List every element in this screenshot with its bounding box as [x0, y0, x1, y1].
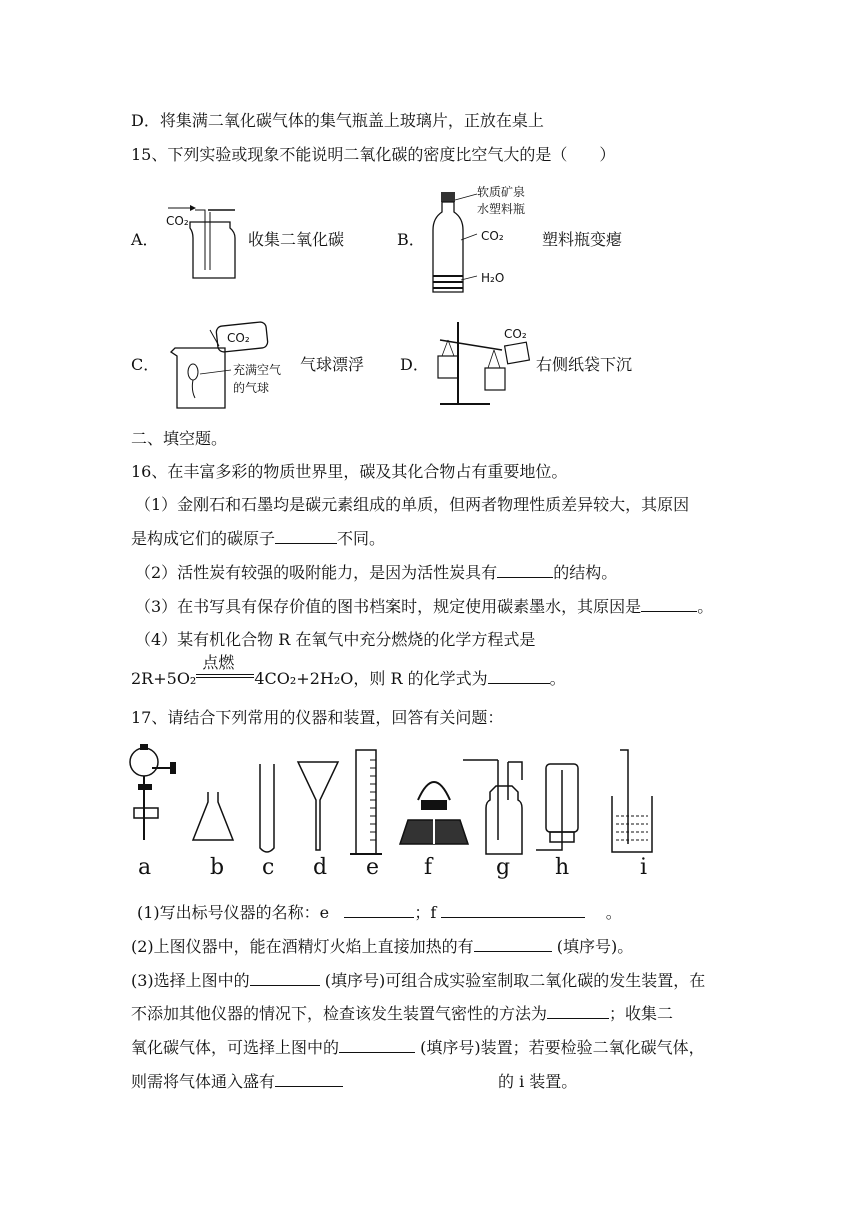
q16-part1-line2	[131, 527, 385, 550]
separatory-funnel-icon	[130, 744, 176, 840]
q16-blank-2[interactable]	[497, 561, 553, 578]
label-e: e	[366, 855, 380, 880]
balloon-label-2: 的气球	[233, 381, 270, 395]
question-16-stem: 16、在丰富多彩的物质世界里，碳及其化合物占有重要地位。	[131, 462, 568, 481]
funnel-icon	[298, 762, 338, 850]
gas-collection-bottle-figure	[160, 198, 240, 283]
conical-flask-icon	[193, 792, 233, 840]
q17-blank-3b[interactable]	[547, 1002, 609, 1019]
q17-part3-text-g: 则需将气体通入盛有	[131, 1072, 276, 1091]
question-17-stem: 17、请结合下列常用的仪器和装置，回答有关问题：	[131, 708, 504, 727]
alcohol-lamp-icon	[400, 782, 468, 844]
q17-blank-f[interactable]	[441, 901, 585, 918]
q17-blank-e[interactable]	[344, 901, 414, 918]
plastic-bottle-figure	[425, 180, 535, 300]
q17-part1-text: (1)写出标号仪器的名称：e	[137, 903, 330, 922]
option-a-caption: 收集二氧化碳	[248, 230, 345, 249]
q17-part2-text: (2)上图仪器中，能在酒精灯火焰上直接加热的有	[131, 937, 474, 956]
label-i: i	[640, 855, 648, 880]
q17-part3-line1	[131, 969, 705, 992]
inverted-bottle-icon	[536, 764, 578, 850]
beaker-with-liquid-icon	[612, 750, 652, 852]
q16-part3-end: 。	[697, 597, 714, 616]
option-c-letter: C．	[131, 355, 160, 374]
bottle-label-1: 软质矿泉	[477, 185, 526, 199]
equation-left: 2R+5O₂	[131, 669, 197, 688]
q17-part2	[131, 935, 633, 958]
graduated-cylinder-icon	[350, 750, 382, 854]
reaction-arrow	[196, 653, 254, 684]
label-f: f	[424, 855, 433, 880]
q17-part3-text-c: 不添加其他仪器的情况下，检查该发生装置气密性的方法为	[131, 1004, 548, 1023]
balance-paper-bags-figure	[430, 318, 540, 413]
q17-part3-text-h: 的 i 装置。	[498, 1072, 578, 1091]
option-a-letter: A．	[131, 230, 159, 249]
q17-blank-3d[interactable]	[275, 1070, 343, 1087]
test-tube-icon	[260, 764, 274, 852]
co2-label: CO₂	[166, 214, 189, 228]
q17-part3-line2	[131, 1002, 673, 1025]
equation-right: 4CO₂+2H₂O，则 R 的化学式为	[254, 669, 488, 688]
label-h: h	[555, 855, 570, 880]
q16-part1-line1: （1）金刚石和石墨均是碳元素组成的单质，但两者物理性质差异较大，其原因	[135, 495, 690, 514]
label-b: b	[210, 855, 225, 880]
q16-equation	[131, 653, 566, 690]
lab-apparatus-figure	[118, 740, 663, 885]
option-d-caption: 右侧纸袋下沉	[536, 355, 633, 374]
label-d: d	[313, 855, 328, 880]
q16-part3	[135, 595, 713, 618]
bottle-label-2: 水塑料瓶	[477, 202, 526, 216]
q17-part3-text-d: ；收集二	[609, 1004, 674, 1023]
q16-part1-text: 是构成它们的碳原子	[131, 529, 276, 548]
q17-part1-end: 。	[605, 903, 622, 922]
q16-part2-end: 的结构。	[553, 563, 618, 582]
q16-blank-1[interactable]	[275, 527, 337, 544]
q17-blank-3c[interactable]	[339, 1036, 415, 1053]
q16-part2	[135, 561, 617, 584]
question-15-stem: 15、下列实验或现象不能说明二氧化碳的密度比空气大的是（ ）	[131, 145, 616, 164]
q17-part3-text-b: (填序号)可组合成实验室制取二氧化碳的发生装置，在	[324, 971, 706, 990]
q17-blank-2[interactable]	[474, 935, 552, 952]
q16-blank-3[interactable]	[641, 595, 697, 612]
q17-blank-3a[interactable]	[250, 969, 320, 986]
option-b-caption: 塑料瓶变瘪	[542, 230, 623, 249]
q17-part3-text-e: 氧化碳气体，可选择上图中的	[131, 1038, 340, 1057]
q16-blank-4[interactable]	[488, 667, 550, 684]
balloon-label-1: 充满空气	[233, 363, 282, 377]
option-c-caption: 气球漂浮	[300, 355, 365, 374]
q17-part2-end: (填序号)。	[556, 937, 634, 956]
beaker-balloon-figure	[165, 318, 295, 413]
q16-part1-end: 不同。	[337, 529, 386, 548]
q16-part4: （4）某有机化合物 R 在氧气中充分燃烧的化学方程式是	[135, 630, 536, 649]
label-g: g	[496, 855, 511, 880]
balance-co2-label: CO₂	[504, 327, 527, 341]
label-c: c	[262, 855, 275, 880]
q17-part3-line3	[131, 1036, 705, 1059]
q17-part3-text-f: (填序号)装置；若要检验二氧化碳气体，	[420, 1038, 705, 1057]
option-d-line: D．将集满二氧化碳气体的集气瓶盖上玻璃片，正放在桌上	[131, 111, 544, 130]
q16-part3-text: （3）在书写具有保存价值的图书档案时，规定使用碳素墨水，其原因是	[135, 597, 642, 616]
bottle-water-label: H₂O	[481, 271, 505, 285]
q17-part1-mid: ；f	[414, 903, 437, 922]
beaker-co2-label: CO₂	[227, 331, 250, 345]
label-a: a	[138, 855, 152, 880]
option-b-letter: B．	[397, 230, 425, 249]
q17-part3-line4	[131, 1070, 577, 1093]
q16-part2-text: （2）活性炭有较强的吸附能力，是因为活性炭具有	[135, 563, 498, 582]
gas-washing-bottle-icon	[463, 760, 522, 854]
q17-part3-text-a: (3)选择上图中的	[131, 971, 250, 990]
bottle-co2-label: CO₂	[481, 229, 504, 243]
q17-part1	[137, 901, 622, 924]
reaction-condition: 点燃	[202, 653, 235, 672]
equation-end: 。	[549, 669, 566, 688]
section-2-heading: 二、填空题。	[131, 429, 228, 448]
option-d-letter: D．	[400, 355, 429, 374]
